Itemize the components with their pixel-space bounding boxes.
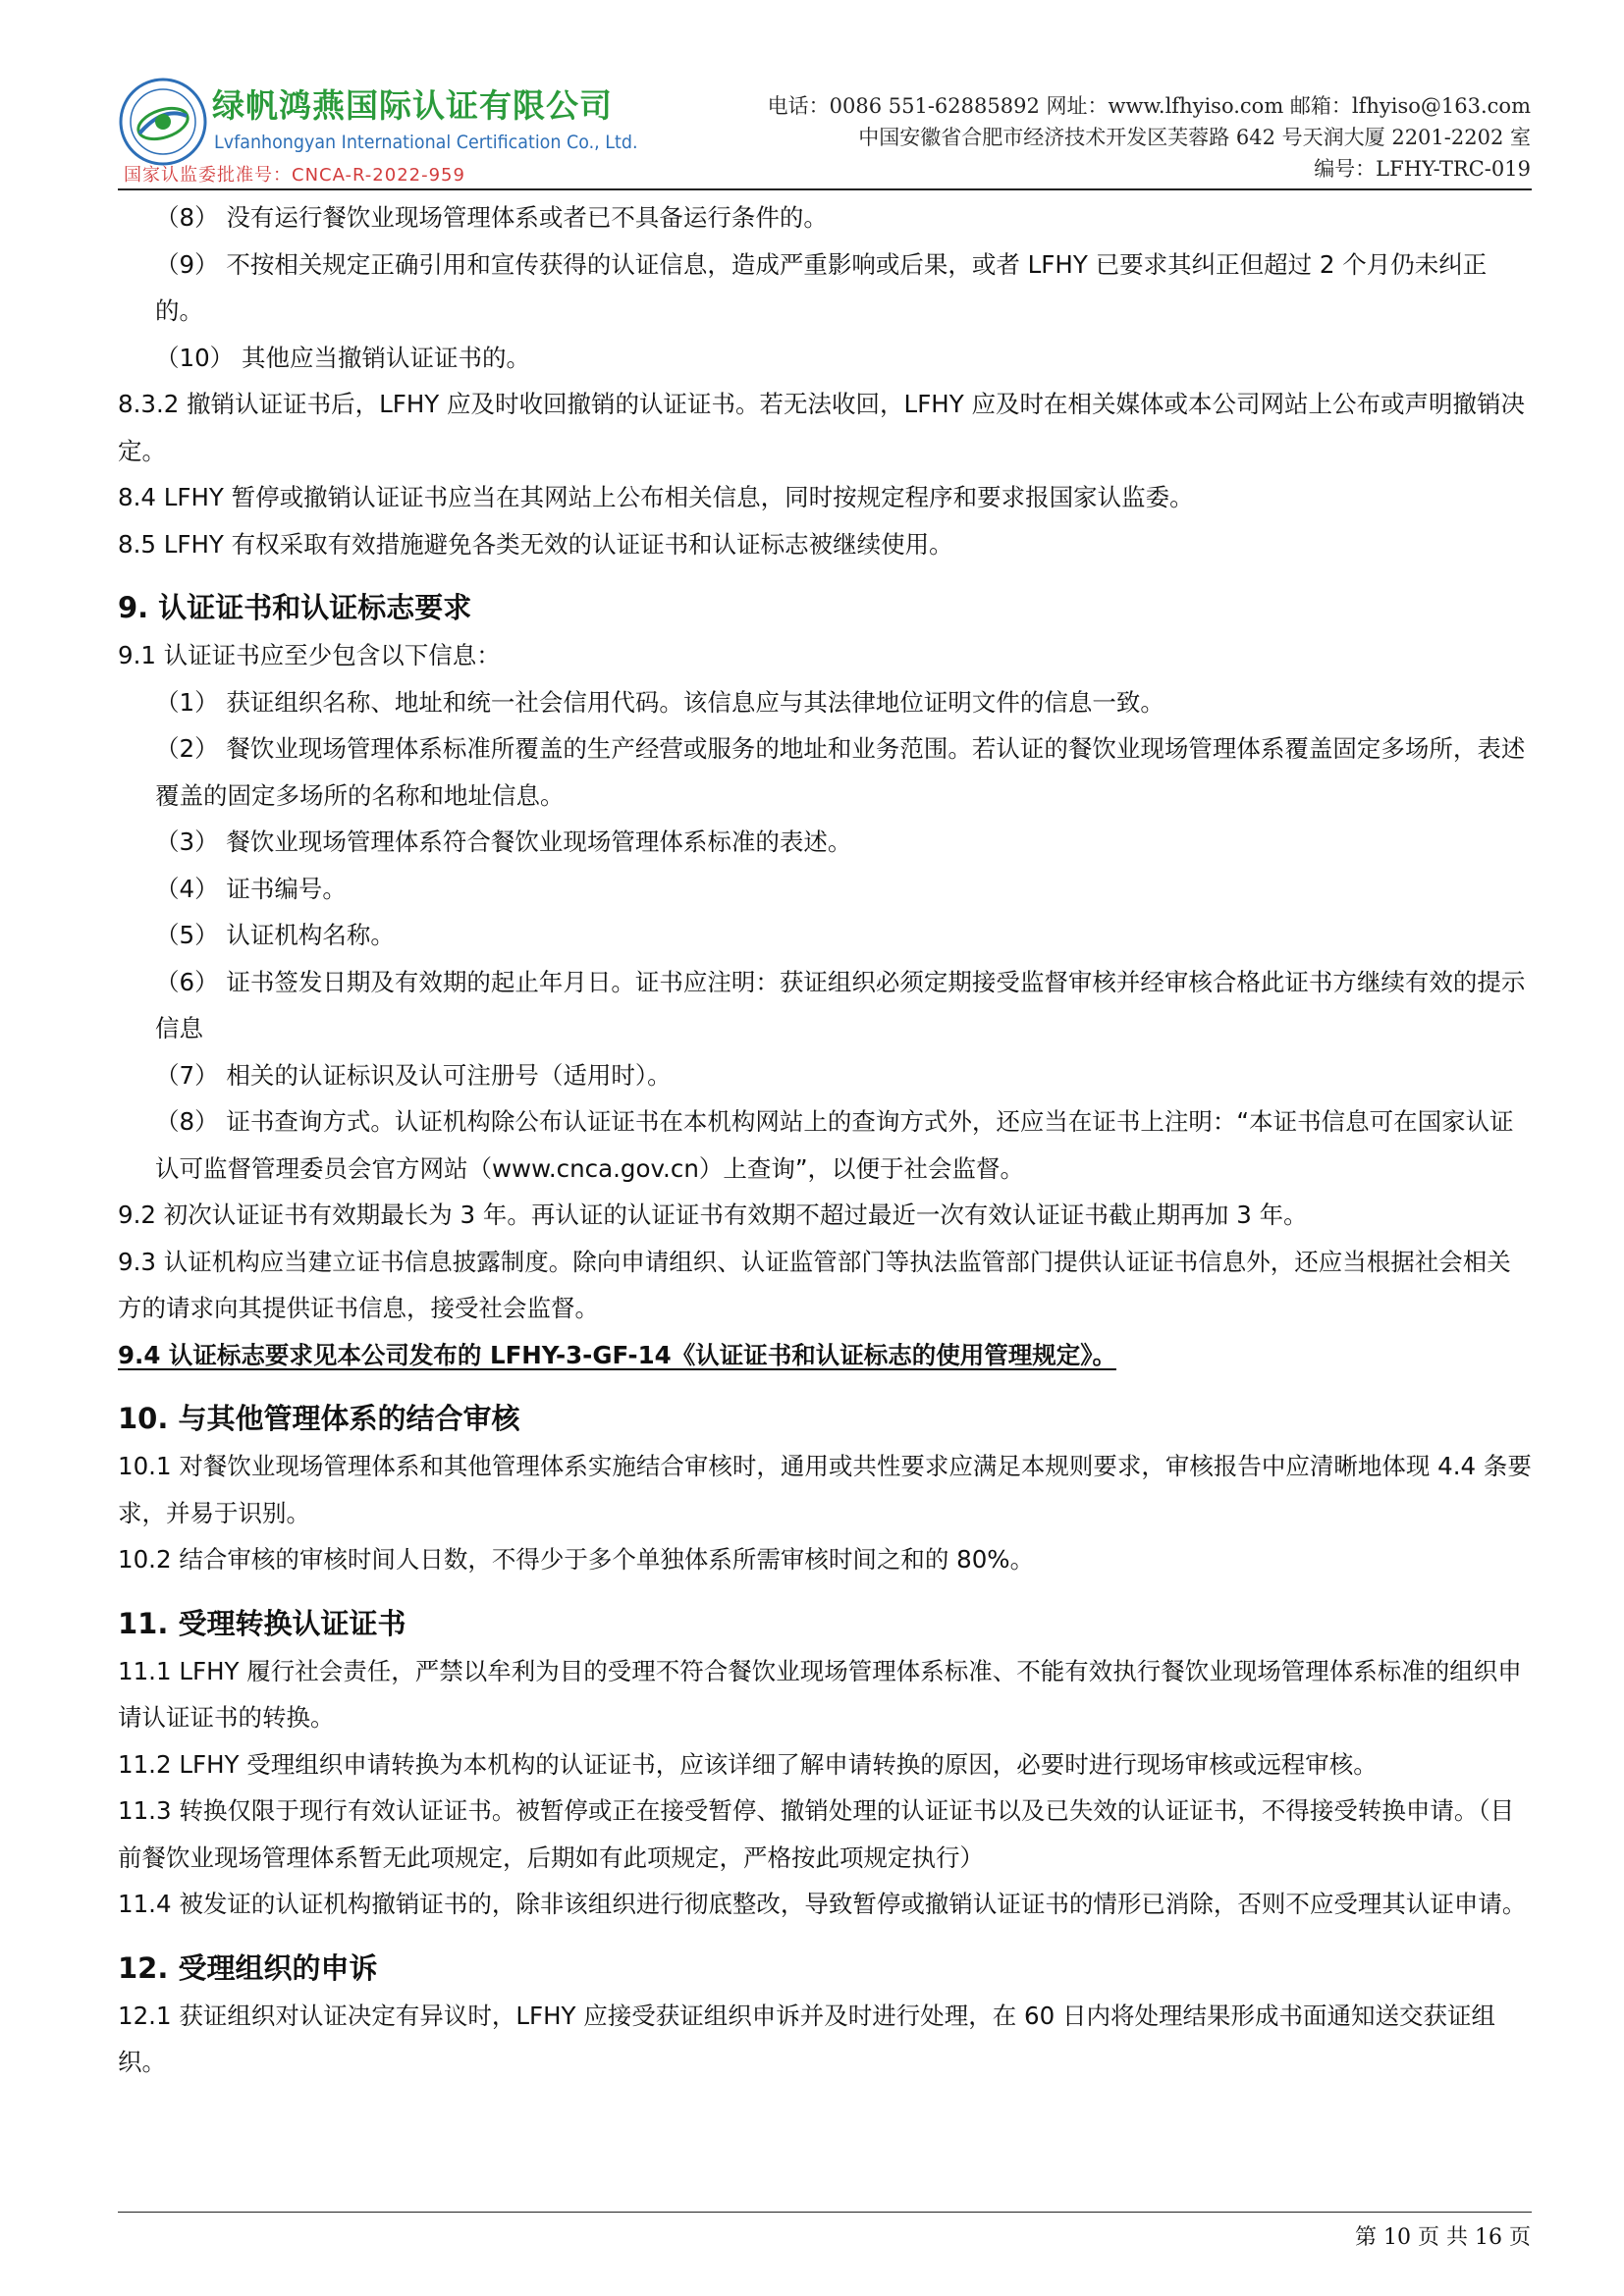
approval-number: 国家认监委批准号：CNCA-R-2022-959 [124,165,465,186]
paragraph: 8.3.2 撤销认证证书后，LFHY 应及时收回撤销的认证证书。若无法收回，LFHY 应及时在相关媒体或本公司网站上公布或声明撤销决定。 [118,390,1525,465]
section-heading: 10. 与其他管理体系的结合审核 [118,1402,520,1435]
contact-block [768,90,1531,185]
paragraph: 10.2 结合审核的审核时间人日数，不得少于多个单独体系所需审核时间之和的 80%。 [118,1545,1035,1574]
paragraph: 11.4 被发证的认证机构撤销证书的，除非该组织进行彻底整改，导致暂停或撤销认证证书的情形已消除，否则不应受理其认证申请。 [118,1890,1527,1918]
address-line: 中国安徽省合肥市经济技术开发区芙蓉路 642 号天润大厦 2201-2202 室 [858,126,1531,149]
paragraph: （3） 餐饮业现场管理体系符合餐饮业现场管理体系标准的表述。 [155,828,852,856]
paragraph: （9） 不按相关规定正确引用和宣传获得的认证信息，造成严重影响或后果，或者 LFHY 已要求其纠正但超过 2 个月仍未纠正的。 [155,249,1488,325]
paragraph: 9.2 初次认证证书有效期最长为 3 年。再认证的认证证书有效期不超过最近一次有效认证证书截止期再加 3 年。 [118,1201,1308,1229]
document-body [118,194,1532,2086]
section-heading: 12. 受理组织的申诉 [118,1950,378,1985]
header-divider [118,188,1532,190]
section-heading: 9. 认证证书和认证标志要求 [118,591,472,624]
paragraph: 9.3 认证机构应当建立证书信息披露制度。除向申请组织、认证监管部门等执法监管部门提供认证证书信息外，还应当根据社会相关方的请求向其提供证书信息，接受社会监督。 [118,1247,1511,1322]
paragraph: 8.4 LFHY 暂停或撤销认证证书应当在其网站上公布相关信息，同时按规定程序和要求报国家认监委。 [118,483,1194,511]
footer-divider [118,2212,1532,2213]
contact-line: 电话：0086 551-62885892 网址：www.lfhyiso.com 邮箱：lfhyiso@163.com [767,94,1531,118]
paragraph: （7） 相关的认证标识及认可注册号（适用时）。 [155,1060,672,1090]
paragraph-emphasized: 9.4 认证标志要求见本公司发布的 LFHY-3-GF-14《认证证书和认证标志的使用管理规定》。 [118,1340,1116,1369]
paragraph: （10） 其他应当撤销认证证书的。 [155,343,530,372]
paragraph: （8） 没有运行餐饮业现场管理体系或者已不具备运行条件的。 [155,203,828,232]
paragraph: （5） 认证机构名称。 [155,921,395,949]
paragraph: （2） 餐饮业现场管理体系标准所覆盖的生产经营或服务的地址和业务范围。若认证的餐饮业现场管理体系覆盖固定多场所，表述覆盖的固定多场所的名称和地址信息。 [155,734,1526,810]
paragraph: 12.1 获证组织对认证决定有异议时，LFHY 应接受获证组织申诉并及时进行处理，在 60 日内将处理结果形成书面通知送交获证组织。 [118,2001,1496,2076]
company-name-cn: 绿帆鸿燕国际认证有限公司 [212,86,613,125]
company-name-en: Lvfanhongyan International Certification Co., Ltd. [214,132,638,153]
company-logo-icon [118,77,208,167]
paragraph: 11.2 LFHY 受理组织申请转换为本机构的认证证书，应该详细了解申请转换的原因，必要时进行现场审核或远程审核。 [118,1749,1378,1779]
page-header [0,0,1624,196]
paragraph: 11.3 转换仅限于现行有效认证证书。被暂停或正在接受暂停、撤销处理的认证证书以及已失效的认证证书，不得接受转换申请。（目前餐饮业现场管理体系暂无此项规定，后期如有此项规定，严格按此项规定执行） [118,1796,1515,1872]
page-number: 第 10 页 共 16 页 [1355,2225,1531,2250]
paragraph: 10.1 对餐饮业现场管理体系和其他管理体系实施结合审核时，通用或共性要求应满足本规则要求，审核报告中应清晰地体现 4.4 条要求，并易于识别。 [118,1452,1532,1527]
document-code: 编号：LFHY-TRC-019 [1314,157,1531,181]
paragraph: 8.5 LFHY 有权采取有效措施避免各类无效的认证证书和认证标志被继续使用。 [118,529,953,559]
paragraph: （8） 证书查询方式。认证机构除公布认证证书在本机构网站上的查询方式外，还应当在证书上注明：“本证书信息可在国家认证认可监督管理委员会官方网站（www.cnca.gov.cn）上查询”，以便于社会监督。 [155,1107,1514,1183]
paragraph: （6） 证书签发日期及有效期的起止年月日。证书应注明：获证组织必须定期接受监督审核并经审核合格此证书方继续有效的提示信息 [155,967,1526,1042]
paragraph: 9.1 认证证书应至少包含以下信息： [118,641,501,669]
paragraph: （1） 获证组织名称、地址和统一社会信用代码。该信息应与其法律地位证明文件的信息一致。 [155,687,1164,717]
section-heading: 11. 受理转换认证证书 [118,1606,406,1640]
paragraph: （4） 证书编号。 [155,874,347,903]
paragraph: 11.1 LFHY 履行社会责任，严禁以牟利为目的受理不符合餐饮业现场管理体系标准、不能有效执行餐饮业现场管理体系标准的组织申请认证证书的转换。 [118,1656,1522,1732]
